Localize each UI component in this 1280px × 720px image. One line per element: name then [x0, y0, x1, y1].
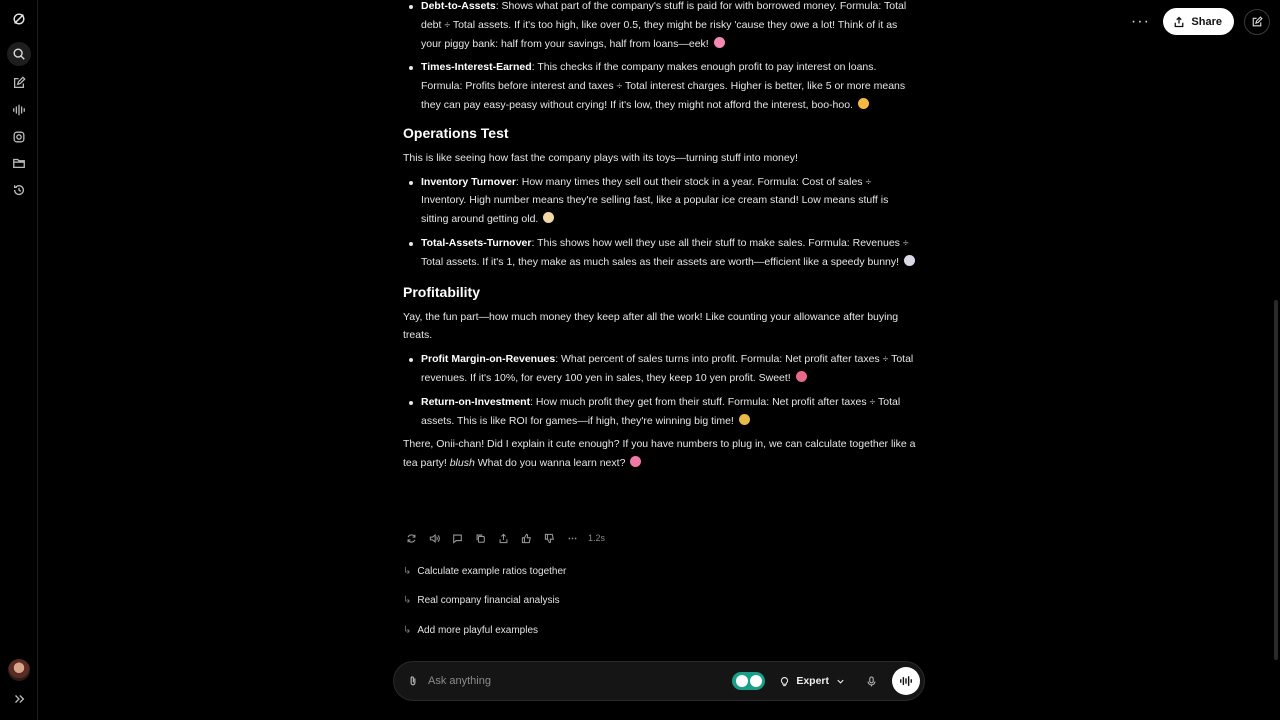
- waveform-icon: [899, 674, 913, 688]
- list-item: [403, 393, 918, 431]
- message-actions: [402, 530, 605, 546]
- suggestion-item[interactable]: [403, 566, 566, 577]
- ice-cream-emoji-icon: [543, 212, 554, 223]
- debt-bullets: [403, 0, 918, 115]
- microphone-icon[interactable]: [864, 674, 878, 688]
- composer: [393, 661, 925, 701]
- mode-selector[interactable]: [779, 675, 846, 687]
- folder-icon[interactable]: [7, 151, 31, 175]
- reply-arrow-icon: ↳: [403, 595, 412, 606]
- share-icon[interactable]: [494, 530, 512, 546]
- closing-italic: blush: [449, 457, 475, 470]
- reply-arrow-icon: ↳: [403, 566, 412, 577]
- sidebar: [0, 0, 38, 720]
- crying-face-emoji-icon: [858, 98, 869, 109]
- closing-paragraph: [403, 435, 918, 473]
- item-text: : This shows how well they use all their stuff to make sales. Formula: Revenues ÷ Total assets. If it's 1, they make as much sales as their assets are worth—efficient like a speedy bunny!: [421, 236, 909, 268]
- share-icon: [1173, 16, 1185, 28]
- list-item: [403, 58, 918, 114]
- regenerate-icon[interactable]: [402, 530, 420, 546]
- suggestion-item[interactable]: [403, 625, 538, 636]
- term-label: Return-on-Investment: [421, 395, 531, 408]
- scrollbar[interactable]: [1274, 300, 1278, 660]
- section-heading: Operations Test: [403, 124, 509, 141]
- section-intro: This is like seeing how fast the company plays with its toys—turning stuff into money!: [403, 151, 798, 164]
- item-text: : This checks if the company makes enough profit to pay interest on loans. Formula: Profits before interest and taxes ÷ Total interest charges. Higher is better, like 5 or more means they can pay easy-peasy without crying! If it's low, they might not afford the interest, boo-hoo.: [421, 61, 906, 111]
- closing-text-end: What do you wanna learn next?: [474, 457, 626, 470]
- top-toolbar: [1127, 8, 1270, 35]
- voice-mode-button[interactable]: [892, 667, 920, 695]
- lollipop-emoji-icon: [796, 371, 807, 382]
- chevron-down-icon: [835, 676, 846, 687]
- imagine-icon[interactable]: [7, 125, 31, 149]
- section-intro: Yay, the fun part—how much money they keep after all the work! Like counting your allowance after buying treats.: [403, 310, 899, 342]
- ops-bullets: [403, 173, 918, 272]
- list-item: [403, 0, 918, 53]
- copy-icon[interactable]: [471, 530, 489, 546]
- item-text: : How many times they sell out their stock in a year. Formula: Cost of sales ÷ Inventory. High number means they're selling fast, like a popular ice cream stand! Low means stuff is sitting around getting old.: [421, 175, 889, 226]
- list-item: [403, 234, 918, 272]
- term-label: Inventory Turnover: [421, 175, 516, 188]
- item-text: : How much profit they get from their stuff. Formula: Net profit after taxes ÷ Total assets. This is like ROI for games—if high, they're winning big time!: [421, 395, 901, 427]
- chat-input[interactable]: Ask anything: [428, 675, 491, 687]
- suggestion-label: Calculate example ratios together: [417, 566, 567, 577]
- lightbulb-icon: [779, 676, 790, 687]
- item-text: : What percent of sales turns into profit. Formula: Net profit after taxes ÷ Total revenues. If it's 10%, for every 100 yen in sales, they keep 10 yen profit. Sweet!: [421, 353, 914, 384]
- rabbit-emoji-icon: [904, 255, 915, 266]
- section-heading: Profitability: [403, 283, 481, 300]
- thumbs-down-icon[interactable]: [540, 530, 558, 546]
- mode-label: Expert: [796, 675, 829, 687]
- pig-emoji-icon: [714, 37, 725, 48]
- response-time: 1.2s: [588, 533, 606, 543]
- attach-icon[interactable]: [406, 674, 420, 688]
- suggestion-label: Add more playful examples: [417, 625, 539, 636]
- more-options-button[interactable]: ···: [1130, 12, 1150, 30]
- search-icon[interactable]: [7, 42, 31, 66]
- term-label: Profit Margin-on-Revenues: [421, 353, 556, 366]
- comment-icon[interactable]: [448, 530, 466, 546]
- closing-text: There, Onii-chan! Did I explain it cute enough? If you have numbers to plug in, we can calculate together like a tea party!: [403, 438, 916, 470]
- term-label: Debt-to-Assets: [421, 0, 496, 12]
- suggestion-item[interactable]: [403, 595, 560, 606]
- term-label: Times-Interest-Earned: [421, 61, 532, 74]
- list-item: [403, 350, 918, 388]
- share-button[interactable]: [1163, 8, 1234, 35]
- reply-arrow-icon: ↳: [403, 625, 412, 636]
- grammarly-icon[interactable]: [732, 672, 765, 690]
- edit-icon[interactable]: [1244, 9, 1270, 35]
- share-label: Share: [1191, 15, 1222, 28]
- read-aloud-icon[interactable]: [425, 530, 443, 546]
- thumbs-up-icon[interactable]: [517, 530, 535, 546]
- term-label: Total-Assets-Turnover: [421, 236, 532, 249]
- avatar[interactable]: [8, 659, 30, 681]
- new-chat-icon[interactable]: [7, 71, 31, 95]
- chevrons-right-icon[interactable]: [7, 687, 31, 711]
- voice-icon[interactable]: [7, 98, 31, 122]
- logo-icon[interactable]: [7, 7, 31, 31]
- assistant-message: [403, 0, 918, 478]
- flower-emoji-icon: [630, 456, 641, 467]
- more-icon[interactable]: [563, 530, 581, 546]
- item-text: : Shows what part of the company's stuff is paid for with borrowed money. Formula: Total debt ÷ Total assets. If it's too high, like over 0.5, they might be risky 'cause they owe a lot! Think of it as your piggy bank: half from your savings, half from loans—eek!: [421, 0, 907, 50]
- profit-bullets: [403, 350, 918, 430]
- party-emoji-icon: [739, 414, 750, 425]
- suggestion-label: Real company financial analysis: [417, 595, 560, 606]
- history-icon[interactable]: [7, 178, 31, 202]
- list-item: [403, 173, 918, 229]
